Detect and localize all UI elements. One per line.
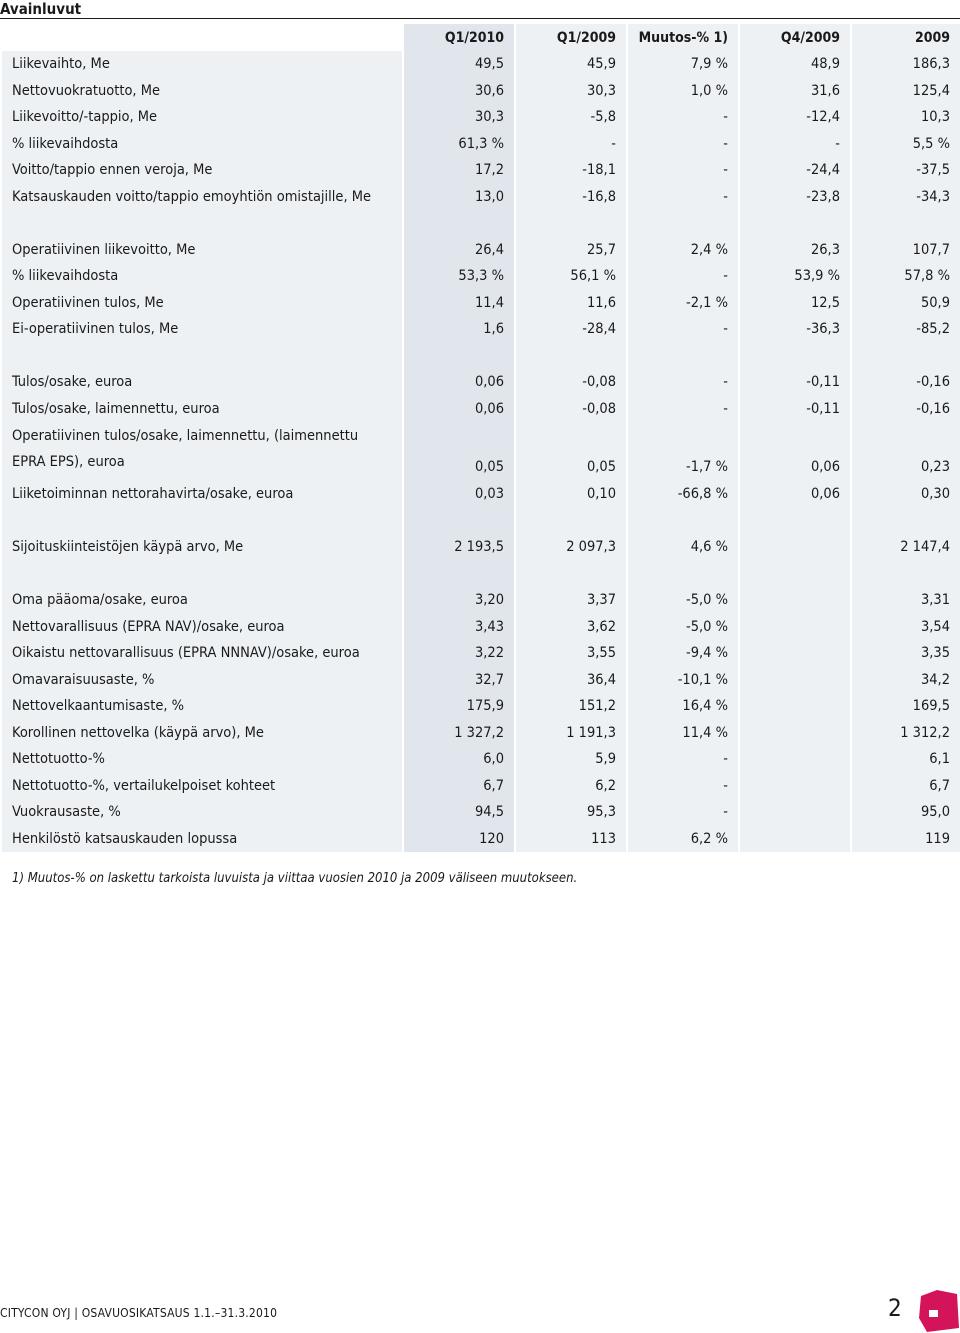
table-row <box>2 157 960 184</box>
row-label: Vuokrausaste, % <box>2 799 402 826</box>
cell-value <box>852 343 960 370</box>
row-label: % liikevaihdosta <box>2 263 402 290</box>
row-label: Oikaistu nettovarallisuus (EPRA NNNAV)/osake, euroa <box>2 640 402 667</box>
table-header-row <box>2 24 960 51</box>
cell-value: 0,05 <box>404 422 514 481</box>
cell-value: - <box>628 157 738 184</box>
table-row <box>2 534 960 561</box>
cell-value: -0,16 <box>852 369 960 396</box>
cell-value <box>740 561 850 588</box>
cell-value: 53,3 % <box>404 263 514 290</box>
cell-value: 48,9 <box>740 51 850 78</box>
cell-value: -66,8 % <box>628 481 738 508</box>
cell-value <box>516 343 626 370</box>
cell-value: 5,5 % <box>852 131 960 158</box>
cell-value: 95,3 <box>516 799 626 826</box>
cell-value <box>740 343 850 370</box>
row-label: Ei-operatiivinen tulos, Me <box>2 316 402 343</box>
cell-value: 1 327,2 <box>404 720 514 747</box>
cell-value: 6,0 <box>404 746 514 773</box>
cell-value: -5,0 % <box>628 587 738 614</box>
cell-value <box>628 210 738 237</box>
cell-value: 4,6 % <box>628 534 738 561</box>
cell-value: 34,2 <box>852 667 960 694</box>
table-row <box>2 396 960 423</box>
cell-value: -0,16 <box>852 396 960 423</box>
footer-text: CITYCON OYJ | OSAVUOSIKATSAUS 1.1.–31.3.2010 <box>0 1306 278 1320</box>
cell-value: 57,8 % <box>852 263 960 290</box>
column-header-label <box>2 24 402 51</box>
cell-value: - <box>628 773 738 800</box>
cell-value: -10,1 % <box>628 667 738 694</box>
cell-value: 30,3 <box>516 78 626 105</box>
cell-value: 1 312,2 <box>852 720 960 747</box>
cell-value: 120 <box>404 826 514 853</box>
table-row <box>2 422 960 481</box>
cell-value <box>740 508 850 535</box>
cell-value: -23,8 <box>740 184 850 211</box>
cell-value: 31,6 <box>740 78 850 105</box>
cell-value: - <box>628 746 738 773</box>
cell-value: -28,4 <box>516 316 626 343</box>
cell-value: 61,3 % <box>404 131 514 158</box>
cell-value: - <box>740 131 850 158</box>
cell-value: 11,6 <box>516 290 626 317</box>
table-row <box>2 263 960 290</box>
cell-value <box>404 210 514 237</box>
cell-value: 3,31 <box>852 587 960 614</box>
row-label: Operatiivinen tulos, Me <box>2 290 402 317</box>
cell-value <box>740 587 850 614</box>
cell-value: 6,2 <box>516 773 626 800</box>
column-header-q1-2009: Q1/2009 <box>516 24 626 51</box>
cell-value: 0,06 <box>740 422 850 481</box>
table-row <box>2 826 960 853</box>
cell-value: - <box>628 131 738 158</box>
cell-value: 17,2 <box>404 157 514 184</box>
table-row <box>2 316 960 343</box>
cell-value: 3,37 <box>516 587 626 614</box>
table-row <box>2 131 960 158</box>
cell-value: -36,3 <box>740 316 850 343</box>
table-row <box>2 773 960 800</box>
cell-value: 6,1 <box>852 746 960 773</box>
cell-value: 113 <box>516 826 626 853</box>
row-label: Tulos/osake, laimennettu, euroa <box>2 396 402 423</box>
key-figures-table <box>0 24 960 852</box>
row-label: Liikevoitto/-tappio, Me <box>2 104 402 131</box>
cell-value: 0,30 <box>852 481 960 508</box>
cell-value: -34,3 <box>852 184 960 211</box>
cell-value: 3,22 <box>404 640 514 667</box>
cell-value <box>404 508 514 535</box>
row-label <box>2 561 402 588</box>
cell-value: 0,10 <box>516 481 626 508</box>
cell-value <box>740 667 850 694</box>
cell-value <box>740 799 850 826</box>
cell-value <box>404 561 514 588</box>
table-row <box>2 614 960 641</box>
table-row <box>2 51 960 78</box>
cell-value: - <box>628 184 738 211</box>
cell-value: 1 191,3 <box>516 720 626 747</box>
table-row <box>2 587 960 614</box>
table-row <box>2 104 960 131</box>
cell-value <box>740 773 850 800</box>
cell-value <box>740 534 850 561</box>
cell-value: -12,4 <box>740 104 850 131</box>
cell-value <box>740 693 850 720</box>
cell-value: 36,4 <box>516 667 626 694</box>
row-label: Nettovuokratuotto, Me <box>2 78 402 105</box>
cell-value <box>628 561 738 588</box>
spacer-row <box>2 343 960 370</box>
row-label: Nettovelkaantumisaste, % <box>2 693 402 720</box>
cell-value: 30,6 <box>404 78 514 105</box>
cell-value: - <box>628 396 738 423</box>
spacer-row <box>2 561 960 588</box>
table-row <box>2 481 960 508</box>
cell-value: - <box>628 799 738 826</box>
table-row <box>2 720 960 747</box>
cell-value: 5,9 <box>516 746 626 773</box>
cell-value: 2 193,5 <box>404 534 514 561</box>
cell-value: 12,5 <box>740 290 850 317</box>
cell-value: -0,08 <box>516 396 626 423</box>
row-label: Henkilöstö katsauskauden lopussa <box>2 826 402 853</box>
cell-value: -5,0 % <box>628 614 738 641</box>
cell-value: 94,5 <box>404 799 514 826</box>
cell-value: - <box>628 316 738 343</box>
cell-value <box>740 720 850 747</box>
column-header-q1-2010: Q1/2010 <box>404 24 514 51</box>
footnote: 1) Muutos-% on laskettu tarkoista luvuista ja viittaa vuosien 2010 ja 2009 väliseen muutokseen. <box>12 871 578 886</box>
cell-value <box>628 343 738 370</box>
cell-value <box>740 826 850 853</box>
cell-value: 175,9 <box>404 693 514 720</box>
table-row <box>2 237 960 264</box>
cell-value: 49,5 <box>404 51 514 78</box>
cell-value: 107,7 <box>852 237 960 264</box>
cell-value: 30,3 <box>404 104 514 131</box>
cell-value: 186,3 <box>852 51 960 78</box>
row-label <box>2 508 402 535</box>
cell-value: 3,54 <box>852 614 960 641</box>
row-label: Operatiivinen tulos/osake, laimennettu, (laimennettu EPRA EPS), euroa <box>2 422 402 481</box>
cell-value <box>852 561 960 588</box>
cell-value: 6,7 <box>404 773 514 800</box>
cell-value: 95,0 <box>852 799 960 826</box>
cell-value: 2 097,3 <box>516 534 626 561</box>
row-label: Nettotuotto-%, vertailukelpoiset kohteet <box>2 773 402 800</box>
cell-value: -5,8 <box>516 104 626 131</box>
cell-value <box>628 508 738 535</box>
table-row <box>2 667 960 694</box>
row-label: Voitto/tappio ennen veroja, Me <box>2 157 402 184</box>
cell-value <box>852 508 960 535</box>
cell-value: 45,9 <box>516 51 626 78</box>
cell-value: 3,43 <box>404 614 514 641</box>
cell-value <box>740 614 850 641</box>
cell-value: -16,8 <box>516 184 626 211</box>
cell-value: 11,4 % <box>628 720 738 747</box>
table-row <box>2 746 960 773</box>
cell-value: - <box>628 369 738 396</box>
column-header-change-pct: Muutos-% 1) <box>628 24 738 51</box>
cell-value: -37,5 <box>852 157 960 184</box>
cell-value: -9,4 % <box>628 640 738 667</box>
row-label: Nettotuotto-% <box>2 746 402 773</box>
cell-value <box>740 746 850 773</box>
table-row <box>2 290 960 317</box>
cell-value: 2 147,4 <box>852 534 960 561</box>
cell-value: 151,2 <box>516 693 626 720</box>
cell-value: -1,7 % <box>628 422 738 481</box>
cell-value: 26,3 <box>740 237 850 264</box>
cell-value: 0,06 <box>740 481 850 508</box>
cell-value: -24,4 <box>740 157 850 184</box>
cell-value: 56,1 % <box>516 263 626 290</box>
row-label: Korollinen nettovelka (käypä arvo), Me <box>2 720 402 747</box>
cell-value <box>740 640 850 667</box>
row-label: Oma pääoma/osake, euroa <box>2 587 402 614</box>
cell-value <box>516 561 626 588</box>
cell-value: 32,7 <box>404 667 514 694</box>
cell-value: 13,0 <box>404 184 514 211</box>
cell-value: 0,23 <box>852 422 960 481</box>
spacer-row <box>2 210 960 237</box>
cell-value: -2,1 % <box>628 290 738 317</box>
cell-value: 1,0 % <box>628 78 738 105</box>
cell-value: -18,1 <box>516 157 626 184</box>
table-row <box>2 369 960 396</box>
table-row <box>2 799 960 826</box>
cell-value: -0,11 <box>740 369 850 396</box>
row-label: Tulos/osake, euroa <box>2 369 402 396</box>
cell-value: 119 <box>852 826 960 853</box>
row-label <box>2 343 402 370</box>
row-label: Operatiivinen liikevoitto, Me <box>2 237 402 264</box>
cell-value: 1,6 <box>404 316 514 343</box>
cell-value: 7,9 % <box>628 51 738 78</box>
cell-value: 0,03 <box>404 481 514 508</box>
cell-value: 3,55 <box>516 640 626 667</box>
cell-value: -85,2 <box>852 316 960 343</box>
cell-value: 125,4 <box>852 78 960 105</box>
cell-value: - <box>628 104 738 131</box>
row-label: Omavaraisuusaste, % <box>2 667 402 694</box>
cell-value: 53,9 % <box>740 263 850 290</box>
citycon-logo-icon <box>917 1288 960 1333</box>
row-label: Liiketoiminnan nettorahavirta/osake, euroa <box>2 481 402 508</box>
cell-value: 50,9 <box>852 290 960 317</box>
column-header-q4-2009: Q4/2009 <box>740 24 850 51</box>
cell-value: 26,4 <box>404 237 514 264</box>
row-label: Sijoituskiinteistöjen käypä arvo, Me <box>2 534 402 561</box>
column-header-2009: 2009 <box>852 24 960 51</box>
row-label: % liikevaihdosta <box>2 131 402 158</box>
cell-value <box>740 210 850 237</box>
cell-value <box>404 343 514 370</box>
cell-value: 2,4 % <box>628 237 738 264</box>
cell-value: 3,35 <box>852 640 960 667</box>
row-label <box>2 210 402 237</box>
row-label: Liikevaihto, Me <box>2 51 402 78</box>
cell-value: 11,4 <box>404 290 514 317</box>
page-title: Avainluvut <box>0 0 960 19</box>
cell-value: 0,06 <box>404 369 514 396</box>
cell-value: -0,08 <box>516 369 626 396</box>
cell-value: 0,06 <box>404 396 514 423</box>
cell-value: 25,7 <box>516 237 626 264</box>
cell-value: 169,5 <box>852 693 960 720</box>
cell-value <box>516 210 626 237</box>
cell-value: 6,2 % <box>628 826 738 853</box>
cell-value: 10,3 <box>852 104 960 131</box>
row-label: Nettovarallisuus (EPRA NAV)/osake, euroa <box>2 614 402 641</box>
spacer-row <box>2 508 960 535</box>
cell-value: 16,4 % <box>628 693 738 720</box>
cell-value: 3,62 <box>516 614 626 641</box>
table-row <box>2 184 960 211</box>
table-row <box>2 78 960 105</box>
cell-value: 6,7 <box>852 773 960 800</box>
row-label: Katsauskauden voitto/tappio emoyhtiön omistajille, Me <box>2 184 402 211</box>
cell-value: 0,05 <box>516 422 626 481</box>
cell-value: - <box>628 263 738 290</box>
table-row <box>2 640 960 667</box>
cell-value <box>852 210 960 237</box>
cell-value: -0,11 <box>740 396 850 423</box>
cell-value <box>516 508 626 535</box>
cell-value: - <box>516 131 626 158</box>
table-row <box>2 693 960 720</box>
cell-value: 3,20 <box>404 587 514 614</box>
page-number: 2 <box>888 1294 902 1322</box>
